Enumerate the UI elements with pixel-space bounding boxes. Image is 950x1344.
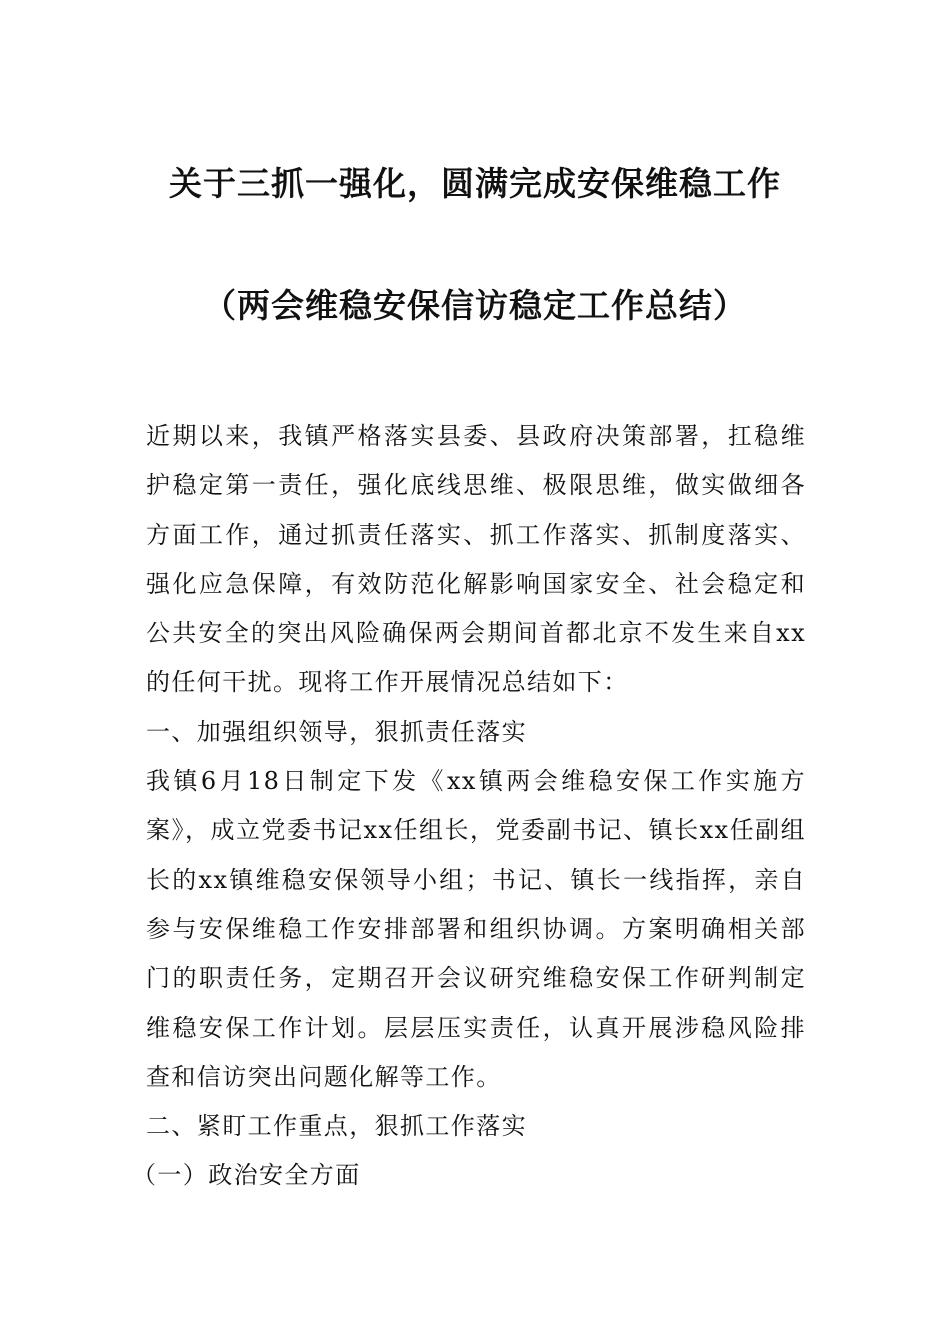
intro-paragraph: 近期以来，我镇严格落实县委、县政府决策部署，扛稳维护稳定第一责任，强化底线思维、极限思维，做实做细各方面工作，通过抓责任落实、抓工作落实、抓制度落实、强化应急保障，有效防范化解影响国家安全、社会稳定和公共安全的突出风险确保两会期间首都北京不发生来自xx的任何干扰。现将工作开展情况总结如下：	[146, 422, 806, 697]
section-2-heading: 二、紧盯工作重点，狠抓工作落实	[146, 1112, 527, 1141]
section-1-paragraph: 我镇6月18日制定下发《xx镇两会维稳安保工作实施方案》，成立党委书记xx任组长，党委副书记、镇长xx任副组长的xx镇维稳安保领导小组；书记、镇长一线指挥，亲自参与安保维稳工作安排部署和组织协调。方案明确相关部门的职责任务，定期召开会议研究维稳安保工作研判制定维稳安保工作计划。层层压实责任，认真开展涉稳风险排查和信访突出问题化解等工作。	[146, 767, 806, 1091]
document-title: 关于三抓一强化，圆满完成安保维稳工作	[169, 164, 781, 203]
section-2-subheading-1: （一）政治安全方面	[132, 1161, 361, 1190]
document-subtitle: （两会维稳安保信访稳定工作总结）	[203, 286, 747, 325]
section-1-heading: 一、加强组织领导，狠抓责任落实	[146, 717, 527, 746]
document-body	[132, 412, 806, 1201]
